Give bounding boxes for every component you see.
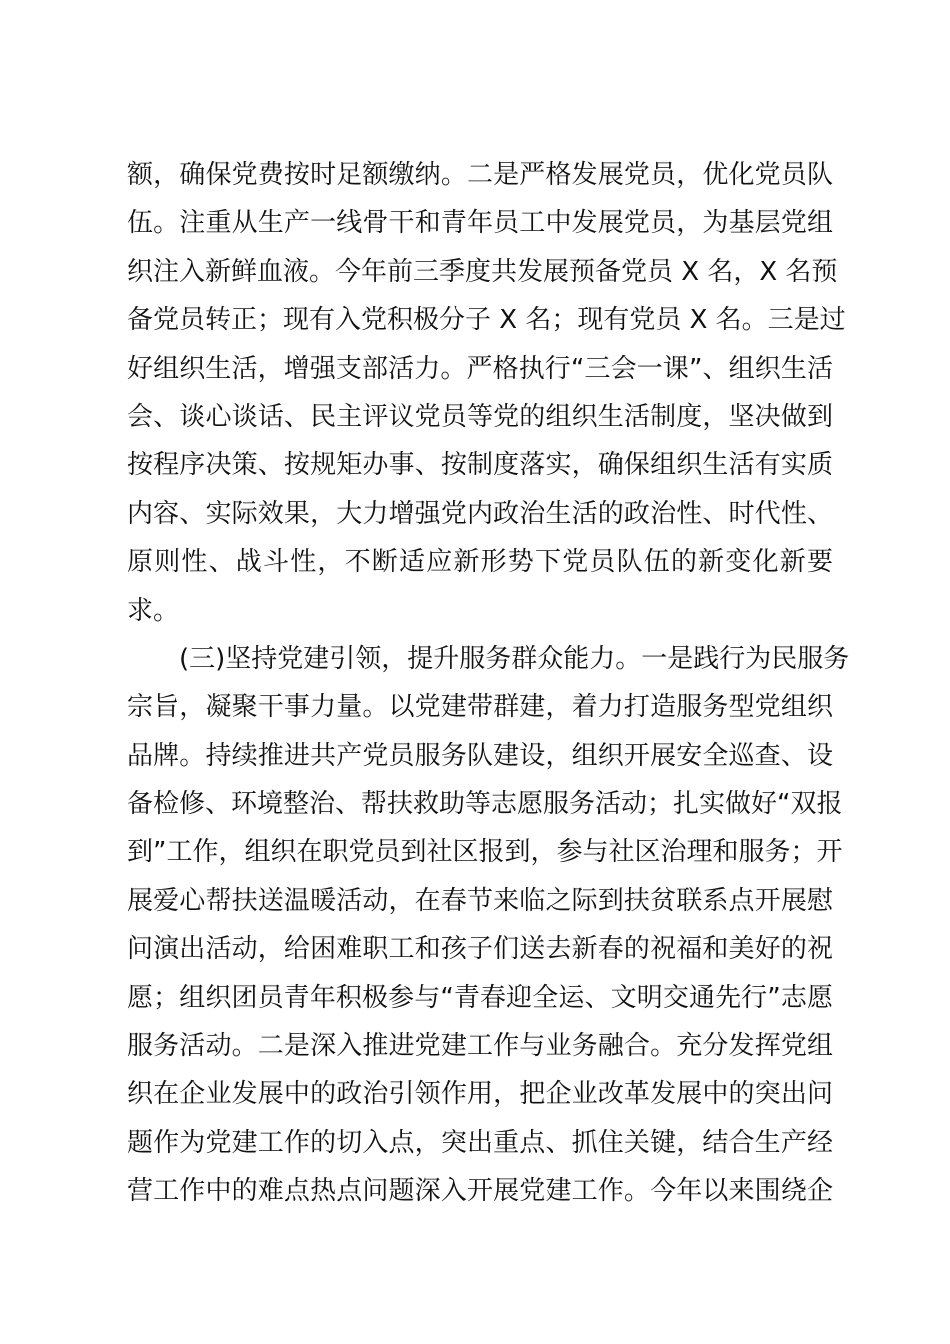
text-line: 问演出活动，给困难职工和孩子们送去新春的祝福和美好的祝 (127, 934, 833, 965)
text-line: 服务活动。二是深入推进党建工作与业务融合。充分发挥党组 (127, 1031, 833, 1062)
text-line: 愿；组织团员青年积极参与“青春迎全运、文明交通先行”志愿 (127, 982, 833, 1013)
text-line: 备党员转正；现有入党积极分子 X 名；现有党员 X 名。三是过 (127, 305, 846, 336)
text-line: 营工作中的难点热点问题深入开展党建工作。今年以来围绕企 (127, 1176, 833, 1207)
paragraph-section-three (127, 635, 850, 1216)
paragraph-party-organization (127, 151, 846, 635)
section-heading-line: (三)坚持党建引领，提升服务群众能力。一是践行为民服务 (179, 643, 850, 674)
text-line: 原则性、战斗性，不断适应新形势下党员队伍的新变化新要 (127, 547, 833, 578)
text-line: 织在企业发展中的政治引领作用，把企业改革发展中的突出问 (127, 1079, 833, 1110)
text-line: 备检修、环境整治、帮扶救助等志愿服务活动；扎实做好“双报 (127, 789, 843, 820)
text-line: 会、谈心谈话、民主评议党员等党的组织生活制度，坚决做到 (127, 401, 833, 432)
text-line: 品牌。持续推进共产党员服务队建设，组织开展安全巡查、设 (127, 740, 833, 771)
document-body (127, 151, 850, 1216)
text-line: 到”工作，组织在职党员到社区报到，参与社区治理和服务；开 (127, 837, 843, 868)
text-line: 织注入新鲜血液。今年前三季度共发展预备党员 X 名，X 名预 (127, 256, 838, 287)
text-line: 题作为党建工作的切入点，突出重点、抓住关键，结合生产经 (127, 1127, 833, 1158)
text-line: 额，确保党费按时足额缴纳。二是严格发展党员，优化党员队 (127, 160, 833, 190)
text-line: 好组织生活，增强支部活力。严格执行“三会一课”、组织生活 (127, 353, 833, 384)
text-line: 求。 (127, 595, 180, 626)
text-line: 宗旨，凝聚干事力量。以党建带群建，着力打造服务型党组织 (127, 692, 833, 723)
text-line: 伍。注重从生产一线骨干和青年员工中发展党员，为基层党组 (127, 208, 833, 239)
text-line: 展爱心帮扶送温暖活动，在春节来临之际到扶贫联系点开展慰 (127, 885, 833, 916)
text-line: 内容、实际效果，大力增强党内政治生活的政治性、时代性、 (127, 498, 833, 529)
text-line: 按程序决策、按规矩办事、按制度落实，确保组织生活有实质 (127, 450, 833, 481)
